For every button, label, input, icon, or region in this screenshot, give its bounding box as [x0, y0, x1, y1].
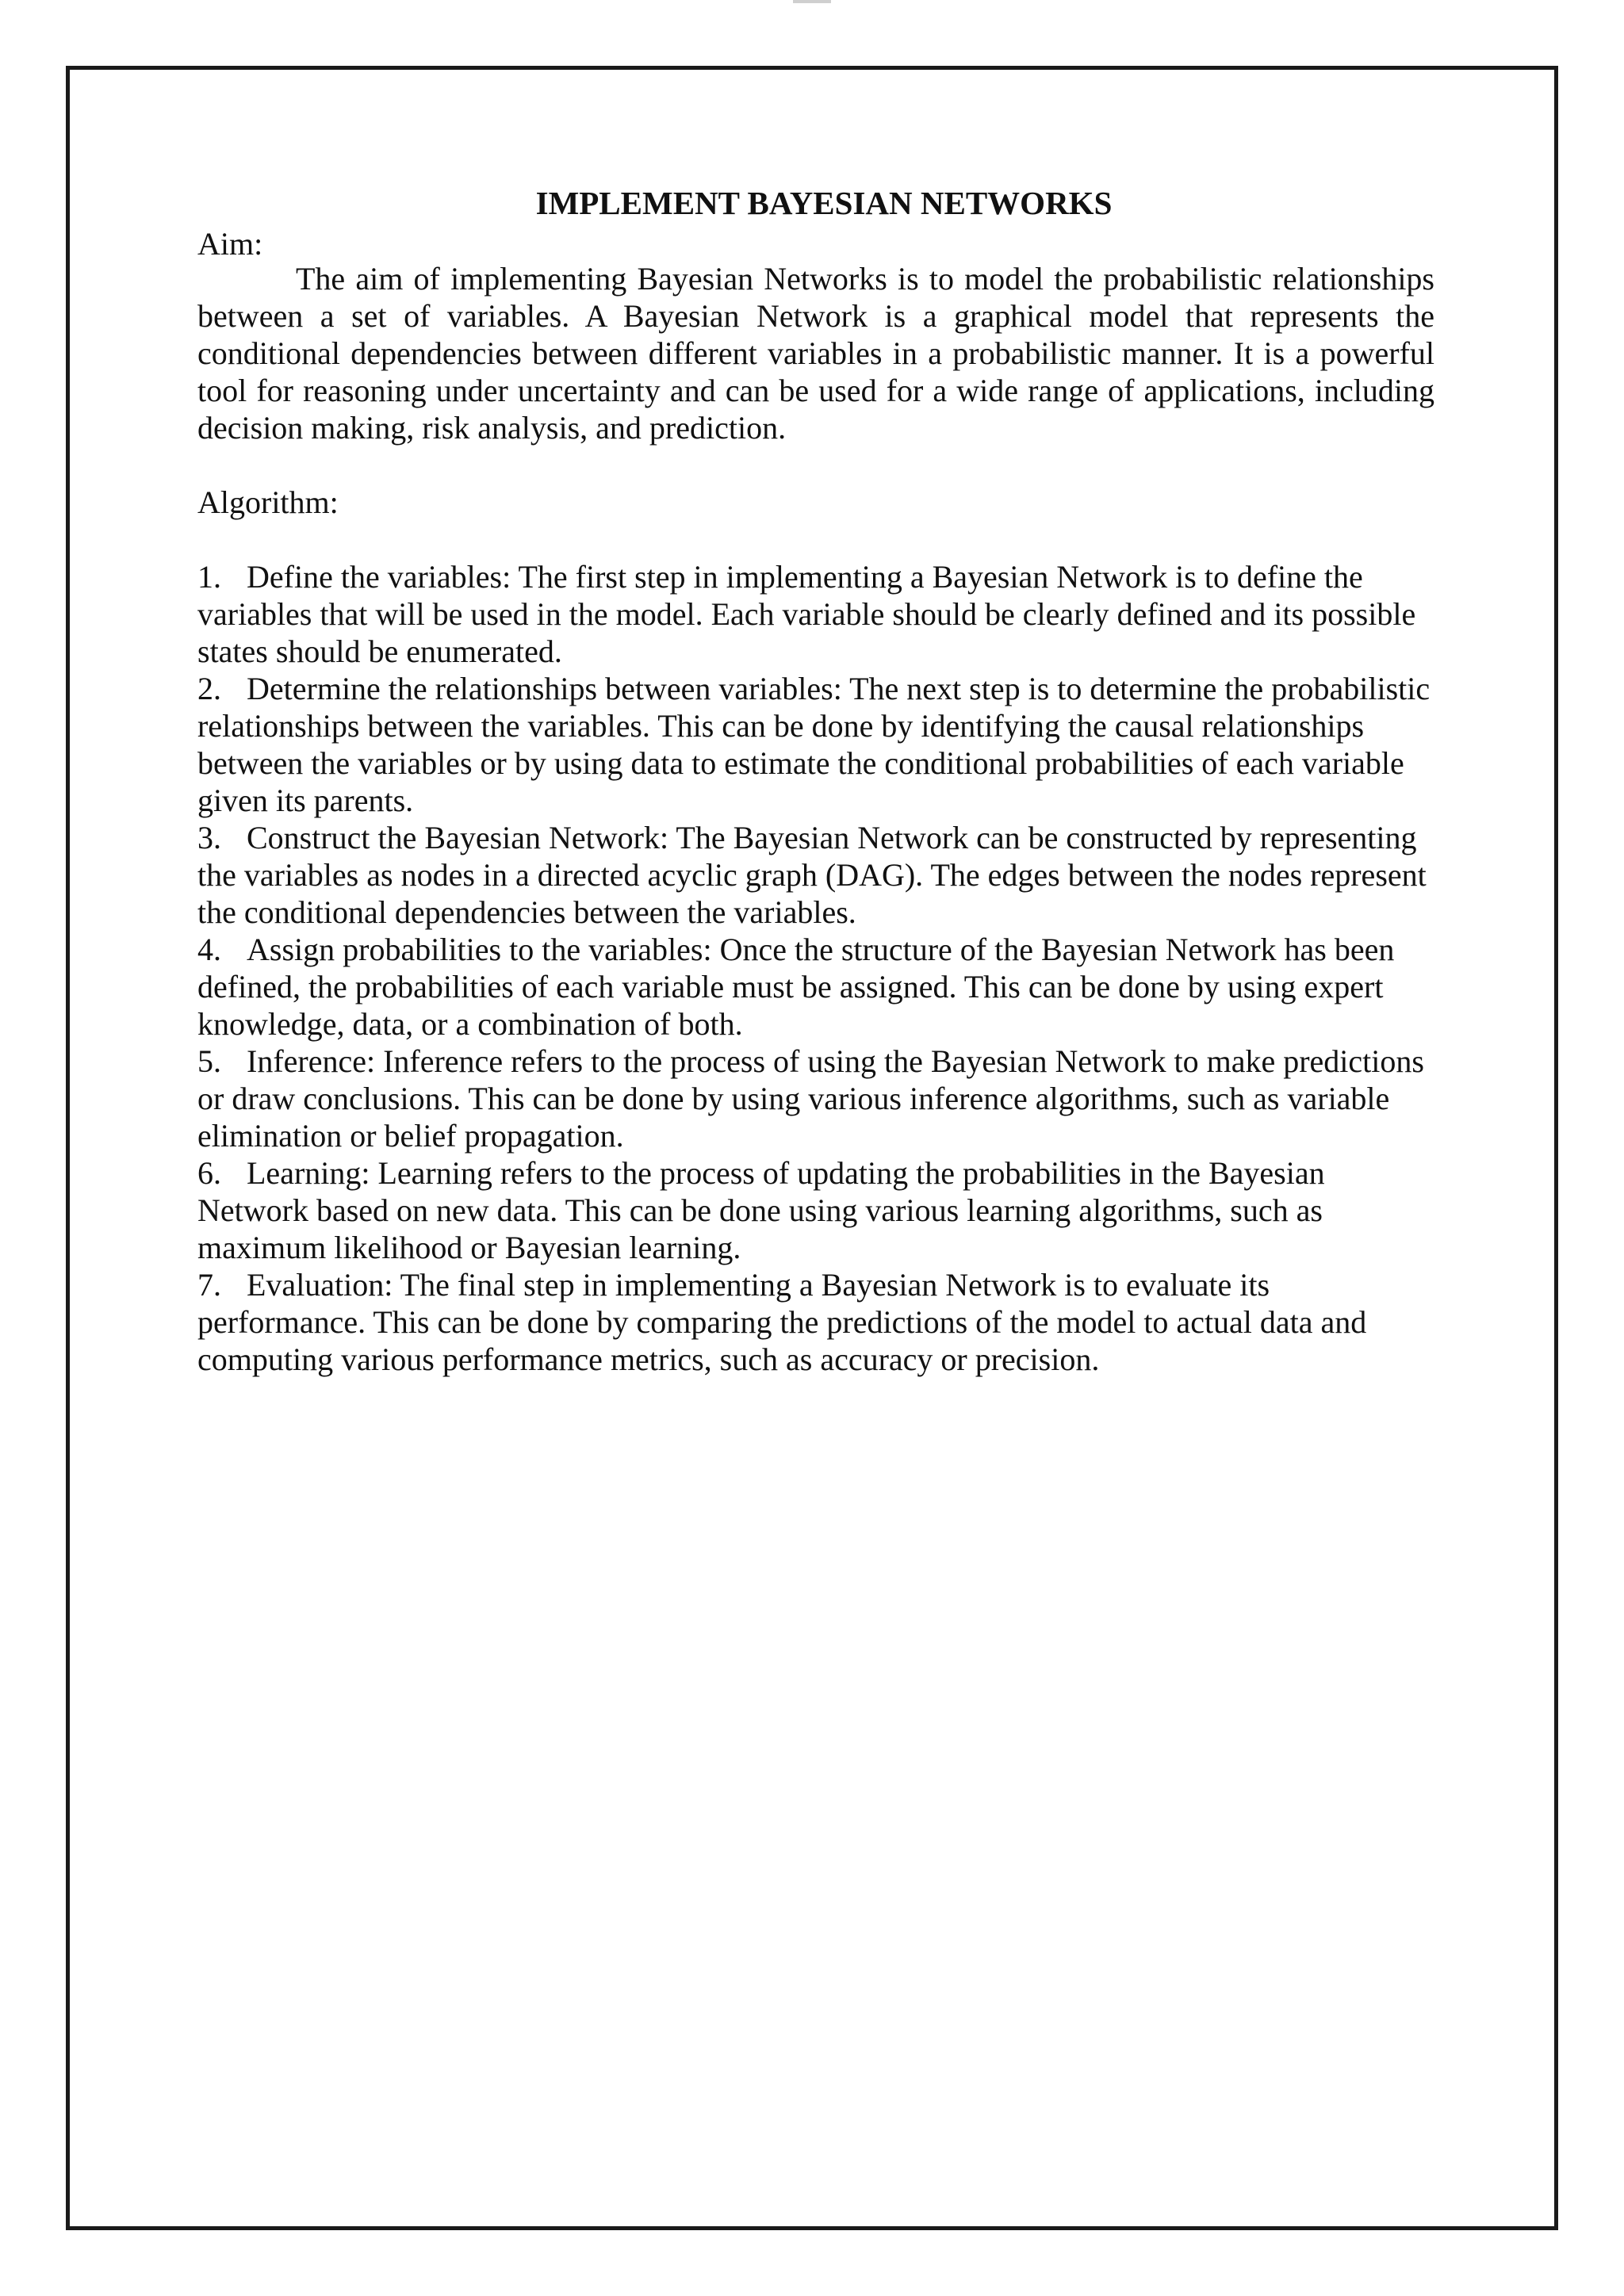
algorithm-steps-list [197, 558, 1434, 1378]
list-item [197, 1043, 1434, 1154]
list-item [197, 558, 1434, 670]
document-body [197, 181, 1434, 1378]
list-item [197, 819, 1434, 931]
section-spacer [197, 446, 1434, 484]
aim-paragraph: The aim of implementing Bayesian Networks is to model the probabilistic relationships between a set of variables. A Bayesian Network is a graphical model that represents the conditional dependencies between different variables in a probabilistic manner. It is a powerful tool for reasoning under uncertainty and can be used for a wide range of applications, including decision making, risk analysis, and prediction. [197, 261, 1434, 446]
step-text: Learning: Learning refers to the process of updating the probabilities in the Bayesian Network based on new data. This can be done using various learning algorithms, such as maximum likelihood or Bayesian learning. [197, 1155, 1325, 1265]
step-text: Inference: Inference refers to the process of using the Bayesian Network to make predictions or draw conclusions. This can be done by using various inference algorithms, such as variable elimination or belief propagation. [197, 1043, 1424, 1154]
section-spacer [197, 521, 1434, 558]
step-number: 3. [197, 820, 221, 855]
step-text: Determine the relationships between variables: The next step is to determine the probabilistic relationships between the variables. This can be done by identifying the causal relationships between the variables or by using data to estimate the conditional probabilities of each variable given its parents. [197, 671, 1431, 818]
step-number: 5. [197, 1043, 221, 1079]
step-text: Evaluation: The final step in implementing a Bayesian Network is to evaluate its performance. This can be done by comparing the predictions of the model to actual data and computing various performance metrics, such as accuracy or precision. [197, 1267, 1367, 1377]
step-number: 7. [197, 1267, 221, 1303]
step-text: Construct the Bayesian Network: The Bayesian Network can be constructed by representing the variables as nodes in a directed acyclic graph (DAG). The edges between the nodes represent the conditional dependencies between the variables. [197, 820, 1427, 930]
list-item [197, 670, 1434, 819]
top-edge-mark [793, 0, 831, 3]
step-number: 1. [197, 559, 221, 595]
aim-label: Aim: [197, 226, 263, 262]
step-text: Assign probabilities to the variables: Once the structure of the Bayesian Network has been defined, the probabilities of each variable must be assigned. This can be done by using expert knowledge, data, or a combination of both. [197, 932, 1395, 1042]
page-title: IMPLEMENT BAYESIAN NETWORKS [535, 185, 1113, 221]
list-item [197, 931, 1434, 1043]
list-item [197, 1154, 1434, 1266]
step-number: 2. [197, 671, 221, 706]
step-number: 4. [197, 932, 221, 967]
step-text: Define the variables: The first step in implementing a Bayesian Network is to define the variables that will be used in the model. Each variable should be clearly defined and its possible states should be enumerated. [197, 559, 1416, 669]
step-number: 6. [197, 1155, 221, 1191]
list-item [197, 1266, 1434, 1378]
algorithm-label: Algorithm: [197, 484, 339, 520]
